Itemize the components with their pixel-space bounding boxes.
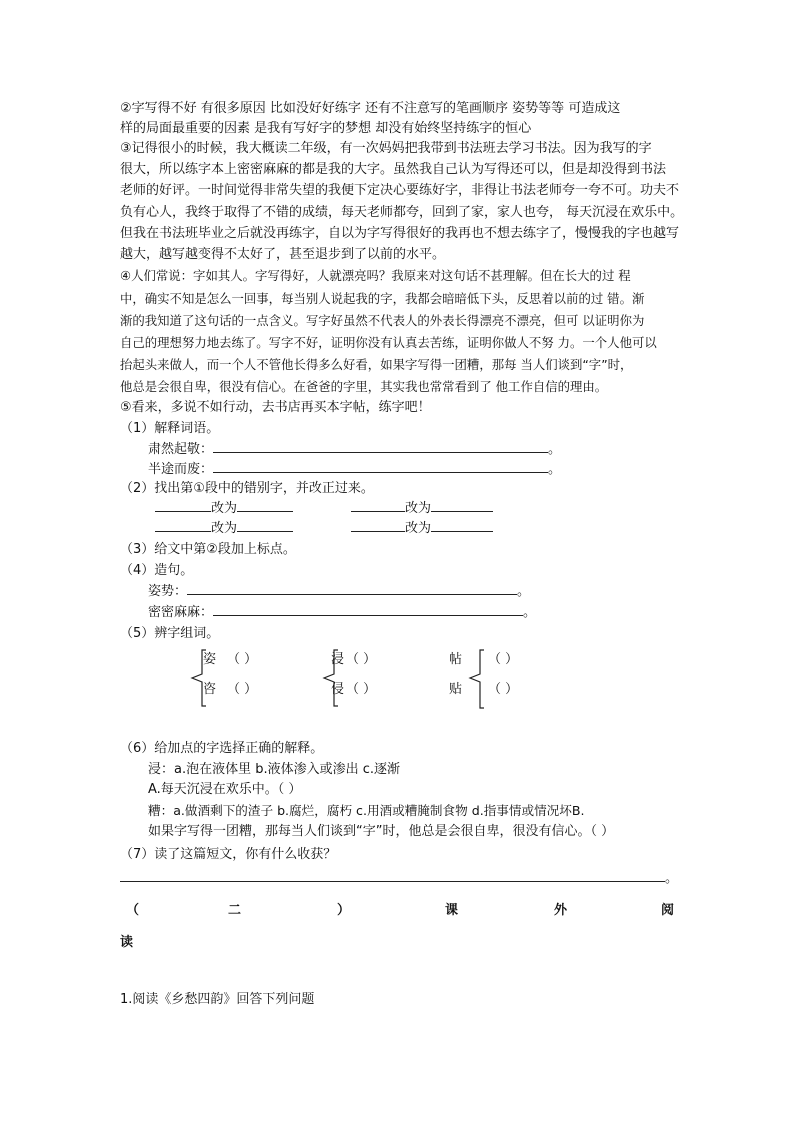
q2-row2a	[155, 519, 293, 538]
q2-row1b	[351, 499, 493, 518]
para4-line1: ④人们常说：字如其人。字写得好，人就漂亮吗？我原来对这句话不甚理解。但在长大的过 程	[120, 268, 631, 283]
q6-jin-question: A.每天沉浸在欢乐中。（ ）	[148, 782, 302, 797]
para3-line4: 负有心人，我终于取得了不错的成绩，每天老师都夸，回到了家，家人也夸， 每天沉浸在欢乐中。	[120, 205, 684, 220]
para3-line3: 老师的好评。一时间觉得非常失望的我便下定决心要练好字，非得让书法老师夸一夸不可。功夫不	[120, 183, 680, 198]
para2-line2: 样的局面最重要的因素 是我有写好字的梦想 却没有始终坚持练字的恒心	[120, 121, 532, 136]
section2-heading-char: （	[126, 903, 140, 918]
q5-paren[interactable]: （ ）	[227, 682, 258, 697]
para2-line1: ②字写得不好 有很多原因 比如没好好练字 还有不注意写的笔画顺序 姿势等等 可造成这	[120, 101, 621, 116]
q5-paren[interactable]: （ ）	[346, 682, 377, 697]
para3-line1: ③记得很小的时候，我大概读二年级，有一次妈妈把我带到书法班去学习书法。因为我写的字	[120, 141, 652, 156]
para3-line2: 很大，所以练字本上密密麻麻的都是我的大字。虽然我自己认为写得还可以，但是却没得到书法	[120, 162, 667, 177]
q2-blank[interactable]	[155, 499, 211, 512]
para4-line2: 中，确实不知是怎么一回事，每当别人说起我的字，我都会暗暗低下头，反思着以前的过 错。渐	[120, 291, 645, 306]
q5-title: （5）辨字组词。	[120, 626, 220, 641]
q2-row2b	[351, 519, 493, 538]
q5-paren[interactable]: （ ）	[488, 682, 519, 697]
q1-word1	[148, 440, 561, 459]
section2-heading-char: 外	[554, 903, 568, 918]
q5-brace-right	[466, 648, 490, 710]
q6-zao-definitions: 糟：a.做酒剩下的渣子 b.腐烂，腐朽 c.用酒或糟腌制食物 d.指事情或情况坏B.	[148, 803, 585, 818]
q2-blank[interactable]	[431, 499, 493, 512]
q1-answer2-blank[interactable]	[213, 460, 548, 473]
q4-word1-label: 姿势：	[148, 584, 188, 599]
q5-paren[interactable]: （ ）	[227, 652, 258, 667]
q5-char-jin: 浸	[331, 652, 345, 667]
q7-title: （7）读了这篇短文，你有什么收获？	[120, 847, 337, 862]
q1-word1-label: 肃然起敬：	[148, 442, 214, 457]
para4-line4: 自己的理想努力地去练了。写字不好，证明你没有认真去苦练，证明你做人不努 力。一个人他可以	[120, 335, 657, 350]
q4-answer1-blank[interactable]	[187, 582, 517, 595]
q1-word2-label: 半途而废：	[148, 462, 214, 477]
section2-heading-char: ）	[337, 903, 351, 918]
q2-blank[interactable]	[351, 519, 405, 532]
q6-zao-question: 如果字写得一团糟，那每当人们谈到“字”时，他总是会很自卑，很没有信心。（ ）	[148, 824, 615, 839]
q5-char-tie1: 帖	[449, 652, 463, 667]
section2-heading-char: 二	[228, 903, 242, 918]
section2-heading-char: 课	[445, 903, 459, 918]
q2-change-label: 改为	[211, 521, 238, 536]
q4-title: （4）造句。	[120, 563, 194, 578]
para5: ⑤看来，多说不如行动，去书店再买本字帖，练字吧！	[120, 400, 431, 415]
para3-line6: 越大，越写越变得不太好了，甚至退步到了以前的水平。	[120, 247, 446, 262]
q5-char-tie2: 贴	[449, 682, 463, 697]
para3-line5: 但我在书法班毕业之后就没再练字，自以为字写得很好的我再也不想去练字了，慢慢我的字也越写	[120, 226, 680, 241]
q2-change-label: 改为	[211, 501, 238, 516]
q5-char-zi2: 咨	[203, 682, 217, 697]
q6-title: （6）给加点的字选择正确的解释。	[120, 741, 324, 756]
q5-char-zi1: 姿	[203, 652, 217, 667]
section2-item1: 1.阅读《乡愁四韵》回答下列问题	[120, 992, 315, 1007]
q1-word2	[148, 460, 561, 479]
q4-word1	[148, 582, 530, 601]
q1-end2: 。	[548, 462, 562, 477]
q5-char-qin: 侵	[331, 682, 345, 697]
q3-title: （3）给文中第②段加上标点。	[120, 542, 296, 557]
section2-heading-tail: 读	[120, 935, 134, 950]
q2-change-label: 改为	[405, 501, 432, 516]
q2-blank[interactable]	[155, 519, 211, 532]
q4-answer2-blank[interactable]	[213, 603, 523, 616]
q2-blank[interactable]	[237, 499, 293, 512]
q7-end: 。	[665, 871, 679, 886]
q2-row1a	[155, 499, 293, 518]
q1-end1: 。	[548, 442, 562, 457]
q5-paren[interactable]: （ ）	[488, 652, 519, 667]
q2-blank[interactable]	[351, 499, 405, 512]
q7-answer-line	[120, 869, 678, 888]
para4-line3: 渐的我知道了这句话的一点含义。写字好虽然不代表人的外表长得漂亮不漂亮，但可 以证明你为	[120, 313, 645, 328]
q2-change-label: 改为	[405, 521, 432, 536]
q2-blank[interactable]	[431, 519, 493, 532]
section2-heading-char: 阅	[661, 903, 675, 918]
q7-answer-blank[interactable]	[120, 869, 665, 882]
q1-answer1-blank[interactable]	[213, 440, 548, 453]
q1-title: （1）解释词语。	[120, 421, 220, 436]
para4-line6: 他总是会很自卑，很没有信心。在爸爸的字里，其实我也常常看到了 他工作自信的理由。	[120, 379, 608, 394]
q2-title: （2）找出第①段中的错别字，并改正过来。	[120, 481, 374, 496]
q4-word2-label: 密密麻麻：	[148, 605, 214, 620]
para4-line5: 抬起头来做人，而一个人不管他长得多么好看，如果字写得一团糟，那每 当人们谈到“字”时，	[120, 357, 633, 372]
q4-end2: 。	[523, 605, 537, 620]
q5-paren[interactable]: （ ）	[346, 652, 377, 667]
q2-blank[interactable]	[237, 519, 293, 532]
q6-jin-definitions: 浸：a.泡在液体里 b.液体渗入或渗出 c.逐渐	[148, 762, 401, 777]
q4-end1: 。	[517, 584, 531, 599]
q4-word2	[148, 603, 536, 622]
